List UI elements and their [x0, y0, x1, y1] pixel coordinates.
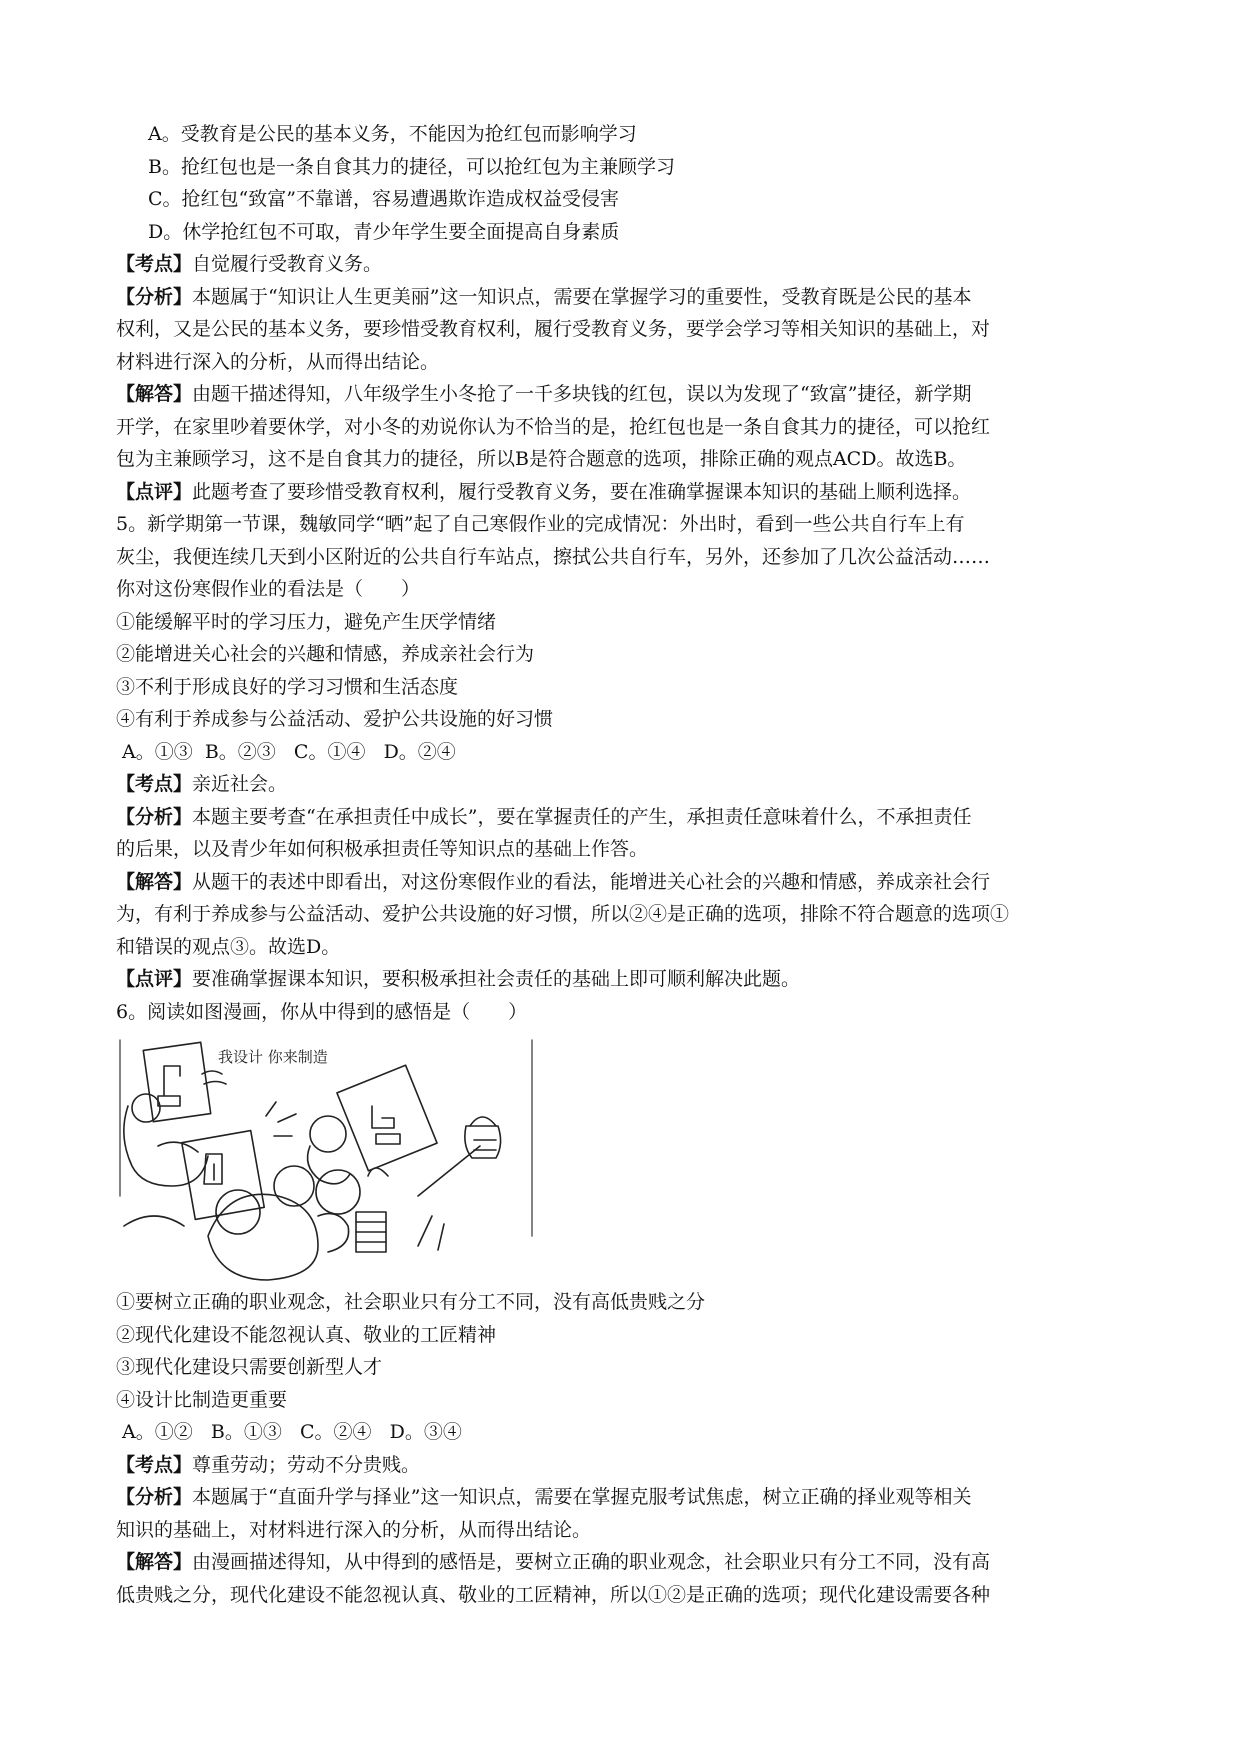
q5-stem-line-1: 5。新学期第一节课，魏敏同学“晒”起了自己寒假作业的完成情况：外出时，看到一些公共自行车上有 — [116, 513, 965, 535]
q5-jieda-line-1 — [116, 866, 1128, 899]
q4-dianping-text: 此题考查了要珍惜受教育权利，履行受教育义务，要在准确掌握课本知识的基础上顺利选择。 — [192, 480, 972, 503]
q4-fenxi-line-3: 材料进行深入的分析，从而得出结论。 — [116, 350, 440, 373]
kaodian-tag: 【考点】 — [116, 253, 193, 275]
cartoon-caption: 我设计 你来制造 — [218, 1048, 328, 1066]
q6-kaodian — [116, 1449, 1128, 1482]
fenxi-tag: 【分析】 — [116, 285, 193, 308]
q6-stem: 6。阅读如图漫画，你从中得到的感悟是（ ） — [116, 1000, 528, 1023]
fenxi-tag: 【分析】 — [116, 1486, 193, 1508]
q4-jieda-line-3: 包为主兼顾学习，这不是自食其力的捷径，所以B是符合题意的选项，排除正确的观点ACD。故选B。 — [116, 448, 967, 470]
q5-stem-line-3: 你对这份寒假作业的看法是（ ） — [116, 578, 421, 600]
q4-jieda-line-2: 开学，在家里吵着要休学，对小冬的劝说你认为不恰当的是，抢红包也是一条自食其力的捷径，可以抢红 — [116, 415, 991, 438]
q5-statement-4: ④有利于养成参与公益活动、爱护公共设施的好习惯 — [116, 708, 554, 730]
q6-jieda-line-1 — [116, 1546, 1128, 1579]
q4-option-c: C。抢红包“致富”不靠谱，容易遭遇欺诈造成权益受侵害 — [148, 188, 619, 210]
q4-option-d: D。休学抢红包不可取，青少年学生要全面提高自身素质 — [148, 220, 620, 243]
fenxi-tag: 【分析】 — [116, 805, 193, 828]
q6-fenxi-text: 本题属于“直面升学与择业”这一知识点，需要在掌握克服考试焦虑，树立正确的择业观等相关 — [192, 1486, 972, 1508]
q4-jieda-text: 由题干描述得知，八年级学生小冬抢了一千多块钱的红包，误以为发现了“致富”捷径，新学期 — [192, 383, 972, 405]
q5-dianping — [116, 963, 1128, 996]
document-body — [116, 118, 1128, 1611]
q5-choices: A。①③ B。②③ C。①④ D。②④ — [116, 740, 456, 763]
jieda-tag: 【解答】 — [116, 383, 193, 405]
q5-kaodian — [116, 768, 1128, 801]
q5-jieda-line-3: 和错误的观点③。故选D。 — [116, 935, 341, 958]
q5-jieda-text: 从题干的表述中即看出，对这份寒假作业的看法，能增进关心社会的兴趣和情感，养成亲社会行 — [192, 870, 991, 893]
q6-statement-1: ①要树立正确的职业观念，社会职业只有分工不同，没有高低贵贱之分 — [116, 1291, 706, 1313]
jieda-tag: 【解答】 — [116, 1551, 193, 1573]
q5-statement-1: ①能缓解平时的学习压力，避免产生厌学情绪 — [116, 610, 497, 633]
q6-statement-3: ③现代化建设只需要创新型人才 — [116, 1356, 383, 1378]
q6-kaodian-text: 尊重劳动；劳动不分贵贱。 — [192, 1453, 421, 1476]
dianping-tag: 【点评】 — [116, 480, 193, 503]
q6-statement-4: ④设计比制造更重要 — [116, 1388, 288, 1411]
q5-dianping-text: 要准确掌握课本知识，要积极承担社会责任的基础上即可顺利解决此题。 — [192, 968, 801, 990]
q4-kaodian — [116, 248, 1128, 281]
q4-fenxi-line-1 — [116, 281, 1128, 314]
q5-kaodian-text: 亲近社会。 — [192, 773, 288, 795]
q5-statement-3: ③不利于形成良好的学习习惯和生活态度 — [116, 675, 459, 698]
q5-fenxi-line-2: 的后果，以及青少年如何积极承担责任等知识点的基础上作答。 — [116, 838, 649, 860]
q6-fenxi-line-1 — [116, 1481, 1128, 1514]
q6-choices: A。①② B。①③ C。②④ D。③④ — [116, 1421, 462, 1443]
q4-kaodian-text: 自觉履行受教育义务。 — [192, 253, 383, 275]
q5-jieda-line-2: 为，有利于养成参与公益活动、爱护公共设施的好习惯，所以②④是正确的选项，排除不符合题意的选项① — [116, 903, 1010, 925]
q6-fenxi-line-2: 知识的基础上，对材料进行深入的分析，从而得出结论。 — [116, 1518, 592, 1541]
jieda-tag: 【解答】 — [116, 870, 193, 893]
q5-fenxi-text: 本题主要考查“在承担责任中成长”，要在掌握责任的产生，承担责任意味着什么，不承担责任 — [192, 805, 972, 828]
q4-jieda-line-1 — [116, 378, 1128, 411]
q5-stem-line-2: 灰尘，我便连续几天到小区附近的公共自行车站点，擦拭公共自行车，另外，还参加了几次公益活动…… — [116, 545, 991, 568]
kaodian-tag: 【考点】 — [116, 1453, 193, 1476]
kaodian-tag: 【考点】 — [116, 773, 193, 795]
q4-option-a: A。受教育是公民的基本义务，不能因为抢红包而影响学习 — [148, 123, 637, 145]
q6-jieda-text: 由漫画描述得知，从中得到的感悟是，要树立正确的职业观念，社会职业只有分工不同，没有高 — [192, 1551, 991, 1573]
q6-jieda-line-2: 低贵贱之分，现代化建设不能忽视认真、敬业的工匠精神，所以①②是正确的选项；现代化建设需要各种 — [116, 1583, 991, 1606]
cartoon-illustration — [118, 1036, 534, 1282]
dianping-tag: 【点评】 — [116, 968, 193, 990]
q4-option-b: B。抢红包也是一条自食其力的捷径，可以抢红包为主兼顾学习 — [148, 155, 675, 178]
q5-statement-2: ②能增进关心社会的兴趣和情感，养成亲社会行为 — [116, 643, 535, 665]
q5-fenxi-line-1 — [116, 801, 1128, 834]
q4-dianping — [116, 476, 1128, 509]
q4-fenxi-line-2: 权利，又是公民的基本义务，要珍惜受教育权利，履行受教育义务，要学会学习等相关知识的基础上，对 — [116, 318, 991, 340]
q4-fenxi-text: 本题属于“知识让人生更美丽”这一知识点，需要在掌握学习的重要性，受教育既是公民的基本 — [192, 285, 972, 308]
q6-statement-2: ②现代化建设不能忽视认真、敬业的工匠精神 — [116, 1323, 497, 1346]
